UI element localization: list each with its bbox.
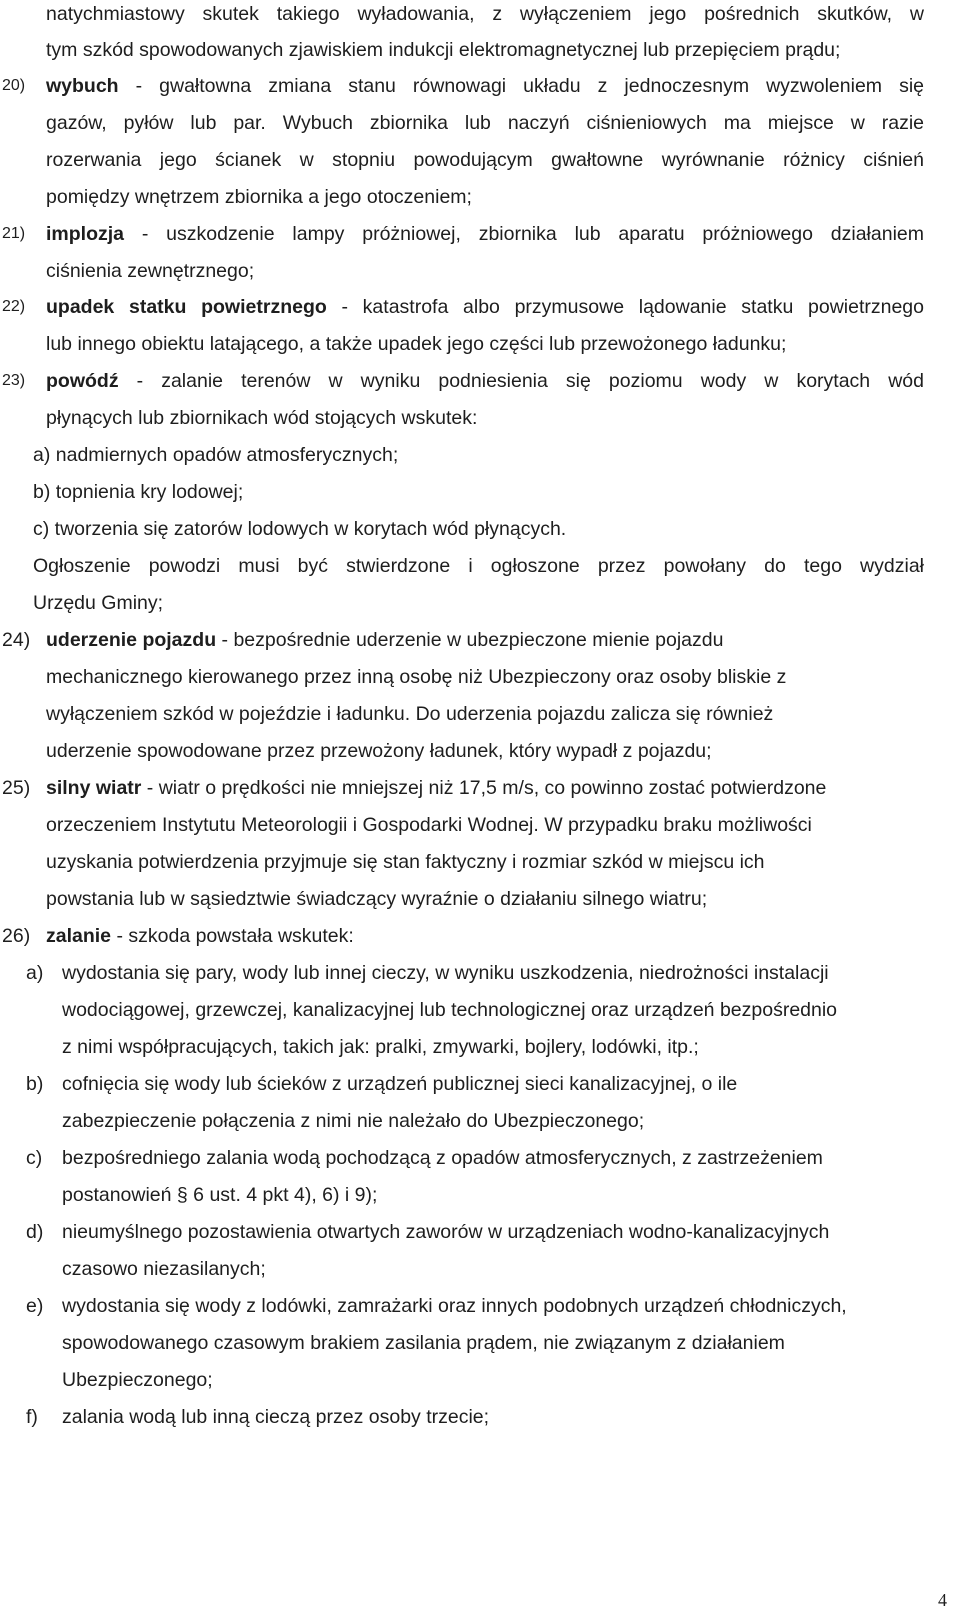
item-first-line xyxy=(46,924,354,948)
paragraph-line: orzeczeniem Instytutu Meteorologii i Gospodarki Wodnej. W przypadku braku możliwości xyxy=(46,814,812,836)
definition-text: - zalanie terenów w wyniku podniesienia się poziomu wody w korytach wód xyxy=(118,370,924,392)
paragraph-line: powstania lub w sąsiedztwie świadczący wyraźnie o działaniu silnego wiatru; xyxy=(46,888,708,910)
item-number: 20) xyxy=(2,77,26,94)
sub-item: a) nadmiernych opadów atmosferycznych; xyxy=(33,444,399,466)
item-number: 25) xyxy=(2,777,31,799)
item-first-line xyxy=(46,295,924,319)
paragraph-line: natychmiastowy skutek takiego wyładowania, z wyłączeniem jego pośrednich skutków, w xyxy=(46,3,924,25)
page-number: 4 xyxy=(938,1590,947,1610)
sub-item-line: Ubezpieczonego; xyxy=(62,1369,213,1391)
sub-item-line: czasowo niezasilanych; xyxy=(62,1258,266,1280)
definition-text: - katastrofa albo przymusowe lądowanie statku powietrznego xyxy=(326,296,924,318)
item-number: 21) xyxy=(2,225,26,242)
paragraph-line: płynących lub zbiornikach wód stojących wskutek: xyxy=(46,407,478,429)
item-first-line xyxy=(46,222,924,246)
sub-item-line: bezpośredniego zalania wodą pochodzącą z opadów atmosferycznych, z zastrzeżeniem xyxy=(62,1147,823,1169)
item-number: 23) xyxy=(2,372,26,389)
paragraph-line: rozerwania jego ścianek w stopniu powodującym gwałtowne wyrównanie różnicy ciśnień xyxy=(46,149,924,171)
sub-item: b) topnienia kry lodowej; xyxy=(33,481,244,503)
sub-item-line: zalania wodą lub inną cieczą przez osoby trzecie; xyxy=(62,1406,490,1428)
paragraph-line: Ogłoszenie powodzi musi być stwierdzone i ogłoszone przez powołany do tego wydział xyxy=(33,555,924,577)
paragraph-line: lub innego obiektu latającego, a także upadek jego części lub przewożonego ładunku; xyxy=(46,333,787,355)
paragraph-line: gazów, pyłów lub par. Wybuch zbiornika lub naczyń ciśnieniowych ma miejsce w razie xyxy=(46,112,924,134)
sub-item-line: z nimi współpracujących, takich jak: pralki, zmywarki, bojlery, lodówki, itp.; xyxy=(62,1036,699,1058)
defined-term: zalanie xyxy=(46,925,112,947)
item-number: 22) xyxy=(2,298,26,315)
sub-item-label: f) xyxy=(26,1406,38,1428)
sub-item-label: b) xyxy=(26,1073,44,1095)
item-number: 26) xyxy=(2,925,31,947)
sub-item-label: c) xyxy=(26,1147,43,1169)
sub-item-label: e) xyxy=(26,1295,44,1317)
definition-text: - wiatr o prędkości nie mniejszej niż 17,5 m/s, co powinno zostać potwierdzone xyxy=(141,777,827,799)
paragraph-line: uderzenie spowodowane przez przewożony ładunek, który wypadł z pojazdu; xyxy=(46,740,712,762)
defined-term: uderzenie pojazdu xyxy=(46,629,217,651)
paragraph-line: tym szkód spowodowanych zjawiskiem indukcji elektromagnetycznej lub przepięciem prądu; xyxy=(46,39,841,61)
paragraph-line: pomiędzy wnętrzem zbiornika a jego otoczeniem; xyxy=(46,186,472,208)
defined-term: upadek statku powietrznego xyxy=(46,296,327,318)
defined-term: wybuch xyxy=(46,75,119,97)
sub-item-line: zabezpieczenie połączenia z nimi nie należało do Ubezpieczonego; xyxy=(62,1110,645,1132)
defined-term: silny wiatr xyxy=(46,777,142,799)
paragraph-line: ciśnienia zewnętrznego; xyxy=(46,260,255,282)
paragraph-line: mechanicznego kierowanego przez inną osobę niż Ubezpieczony oraz osoby bliskie z xyxy=(46,666,787,688)
definition-text: - uszkodzenie lampy próżniowej, zbiornika lub aparatu próżniowego działaniem xyxy=(124,223,924,245)
item-first-line xyxy=(46,628,723,652)
sub-item-line: postanowień § 6 ust. 4 pkt 4), 6) i 9); xyxy=(62,1184,378,1206)
sub-item-line: nieumyślnego pozostawienia otwartych zaworów w urządzeniach wodno-kanalizacyjnych xyxy=(62,1221,830,1243)
sub-item: c) tworzenia się zatorów lodowych w korytach wód płynących. xyxy=(33,518,567,540)
definition-text: - szkoda powstała wskutek: xyxy=(111,925,354,947)
item-number: 24) xyxy=(2,629,31,651)
item-first-line xyxy=(46,369,924,393)
sub-item-line: wydostania się wody z lodówki, zamrażarki oraz innych podobnych urządzeń chłodniczych, xyxy=(62,1295,847,1317)
paragraph-line: Urzędu Gminy; xyxy=(33,592,164,614)
definition-text: - gwałtowna zmiana stanu równowagi układu z jednoczesnym wyzwoleniem się xyxy=(118,75,924,97)
item-first-line xyxy=(46,74,924,98)
sub-item-line: spowodowanego czasowym brakiem zasilania prądem, nie związanym z działaniem xyxy=(62,1332,785,1354)
sub-item-line: wodociągowej, grzewczej, kanalizacyjnej lub technologicznej oraz urządzeń bezpośrednio xyxy=(62,999,838,1021)
definition-text: - bezpośrednie uderzenie w ubezpieczone mienie pojazdu xyxy=(216,629,724,651)
sub-item-line: wydostania się pary, wody lub innej cieczy, w wyniku uszkodzenia, niedrożności instalacji xyxy=(62,962,829,984)
item-first-line xyxy=(46,776,826,800)
paragraph-line: wyłączeniem szkód w pojeździe i ładunku. Do uderzenia pojazdu zalicza się również xyxy=(46,703,774,725)
sub-item-label: d) xyxy=(26,1221,44,1243)
defined-term: implozja xyxy=(46,223,125,245)
sub-item-label: a) xyxy=(26,962,44,984)
sub-item-line: cofnięcia się wody lub ścieków z urządzeń publicznej sieci kanalizacyjnej, o ile xyxy=(62,1073,738,1095)
defined-term: powódź xyxy=(46,370,119,392)
paragraph-line: uzyskania potwierdzenia przyjmuje się stan faktyczny i rozmiar szkód w miejscu ich xyxy=(46,851,765,873)
